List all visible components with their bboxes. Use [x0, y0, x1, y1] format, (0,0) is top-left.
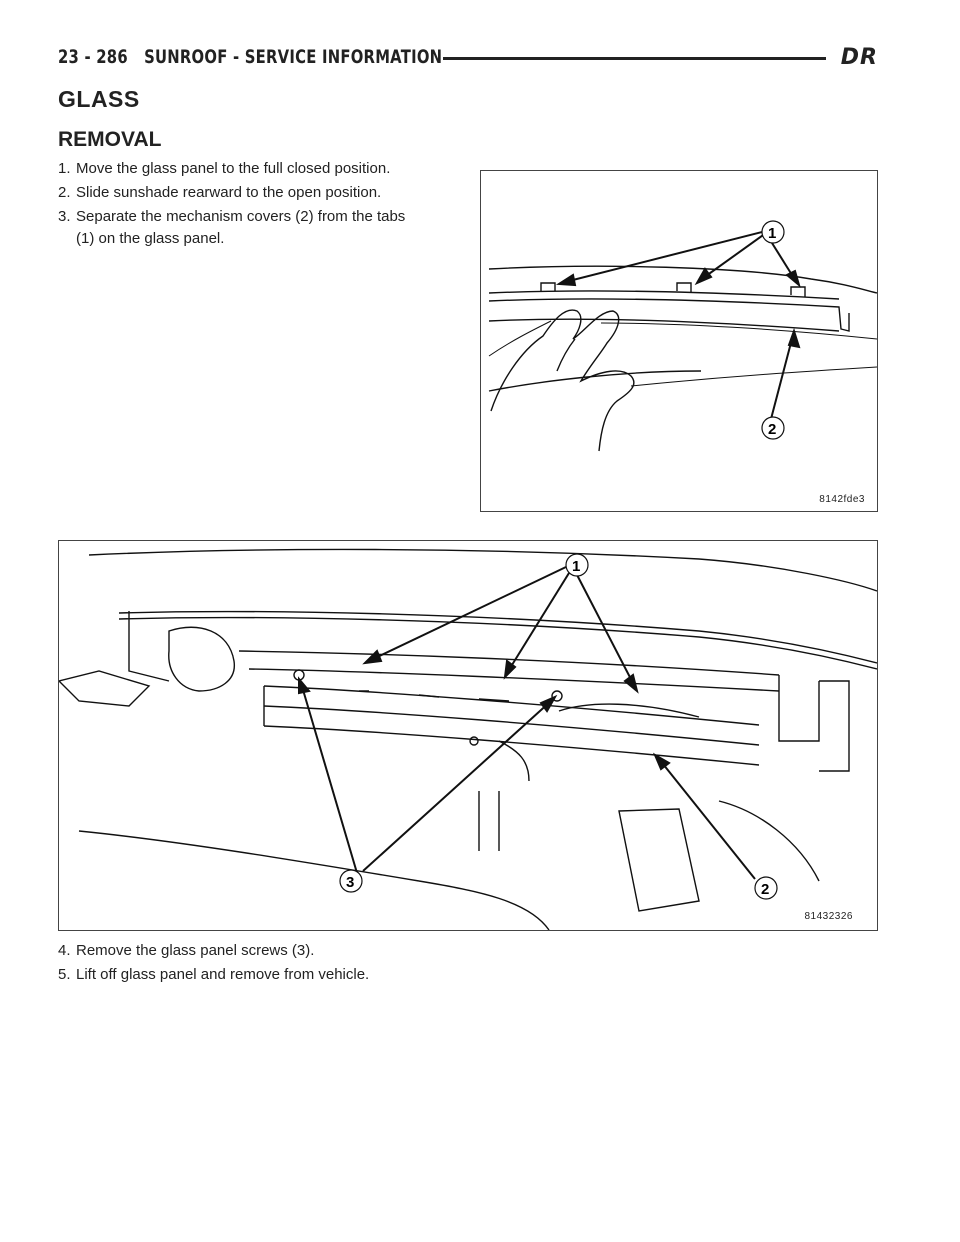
step-4 — [58, 940, 658, 962]
step-text: Slide sunshade rearward to the open position. — [76, 184, 382, 201]
step-number: 5. — [58, 966, 71, 983]
step-number: 4. — [58, 942, 71, 959]
step-2 — [58, 182, 443, 204]
section-name: SUNROOF - SERVICE INFORMATION — [144, 46, 443, 68]
callout-1: 1 — [768, 225, 777, 242]
step-number: 1. — [58, 160, 71, 177]
step-text: Separate the mechanism covers (2) from the tabs — [76, 208, 406, 225]
figure-id: 8142fde3 — [819, 494, 865, 505]
figure-mechanism-covers — [480, 170, 878, 512]
step-3 — [58, 206, 443, 250]
step-text-continued: (1) on the glass panel. — [76, 230, 225, 247]
section-title: GLASS — [58, 86, 140, 112]
page-reference: 23 - 286 — [58, 46, 128, 68]
callout-2: 2 — [761, 881, 770, 898]
header-rule — [443, 57, 826, 60]
callout-2: 2 — [768, 421, 777, 438]
figure-2-illustration — [59, 541, 877, 930]
page-header — [58, 46, 878, 74]
step-1 — [58, 158, 443, 180]
figure-id: 81432326 — [804, 911, 853, 922]
step-text: Lift off glass panel and remove from vehicle. — [76, 966, 370, 983]
subsection-title: REMOVAL — [58, 128, 162, 151]
step-text: Remove the glass panel screws (3). — [76, 942, 315, 959]
step-text: Move the glass panel to the full closed position. — [76, 160, 391, 177]
step-number: 3. — [58, 208, 71, 225]
callout-1: 1 — [572, 558, 581, 575]
figure-1-illustration — [481, 171, 877, 511]
callout-3: 3 — [346, 874, 355, 891]
step-5 — [58, 964, 658, 986]
figure-glass-panel-screws — [58, 540, 878, 931]
step-number: 2. — [58, 184, 71, 201]
model-code: DR — [840, 45, 878, 70]
header-title — [58, 46, 442, 68]
